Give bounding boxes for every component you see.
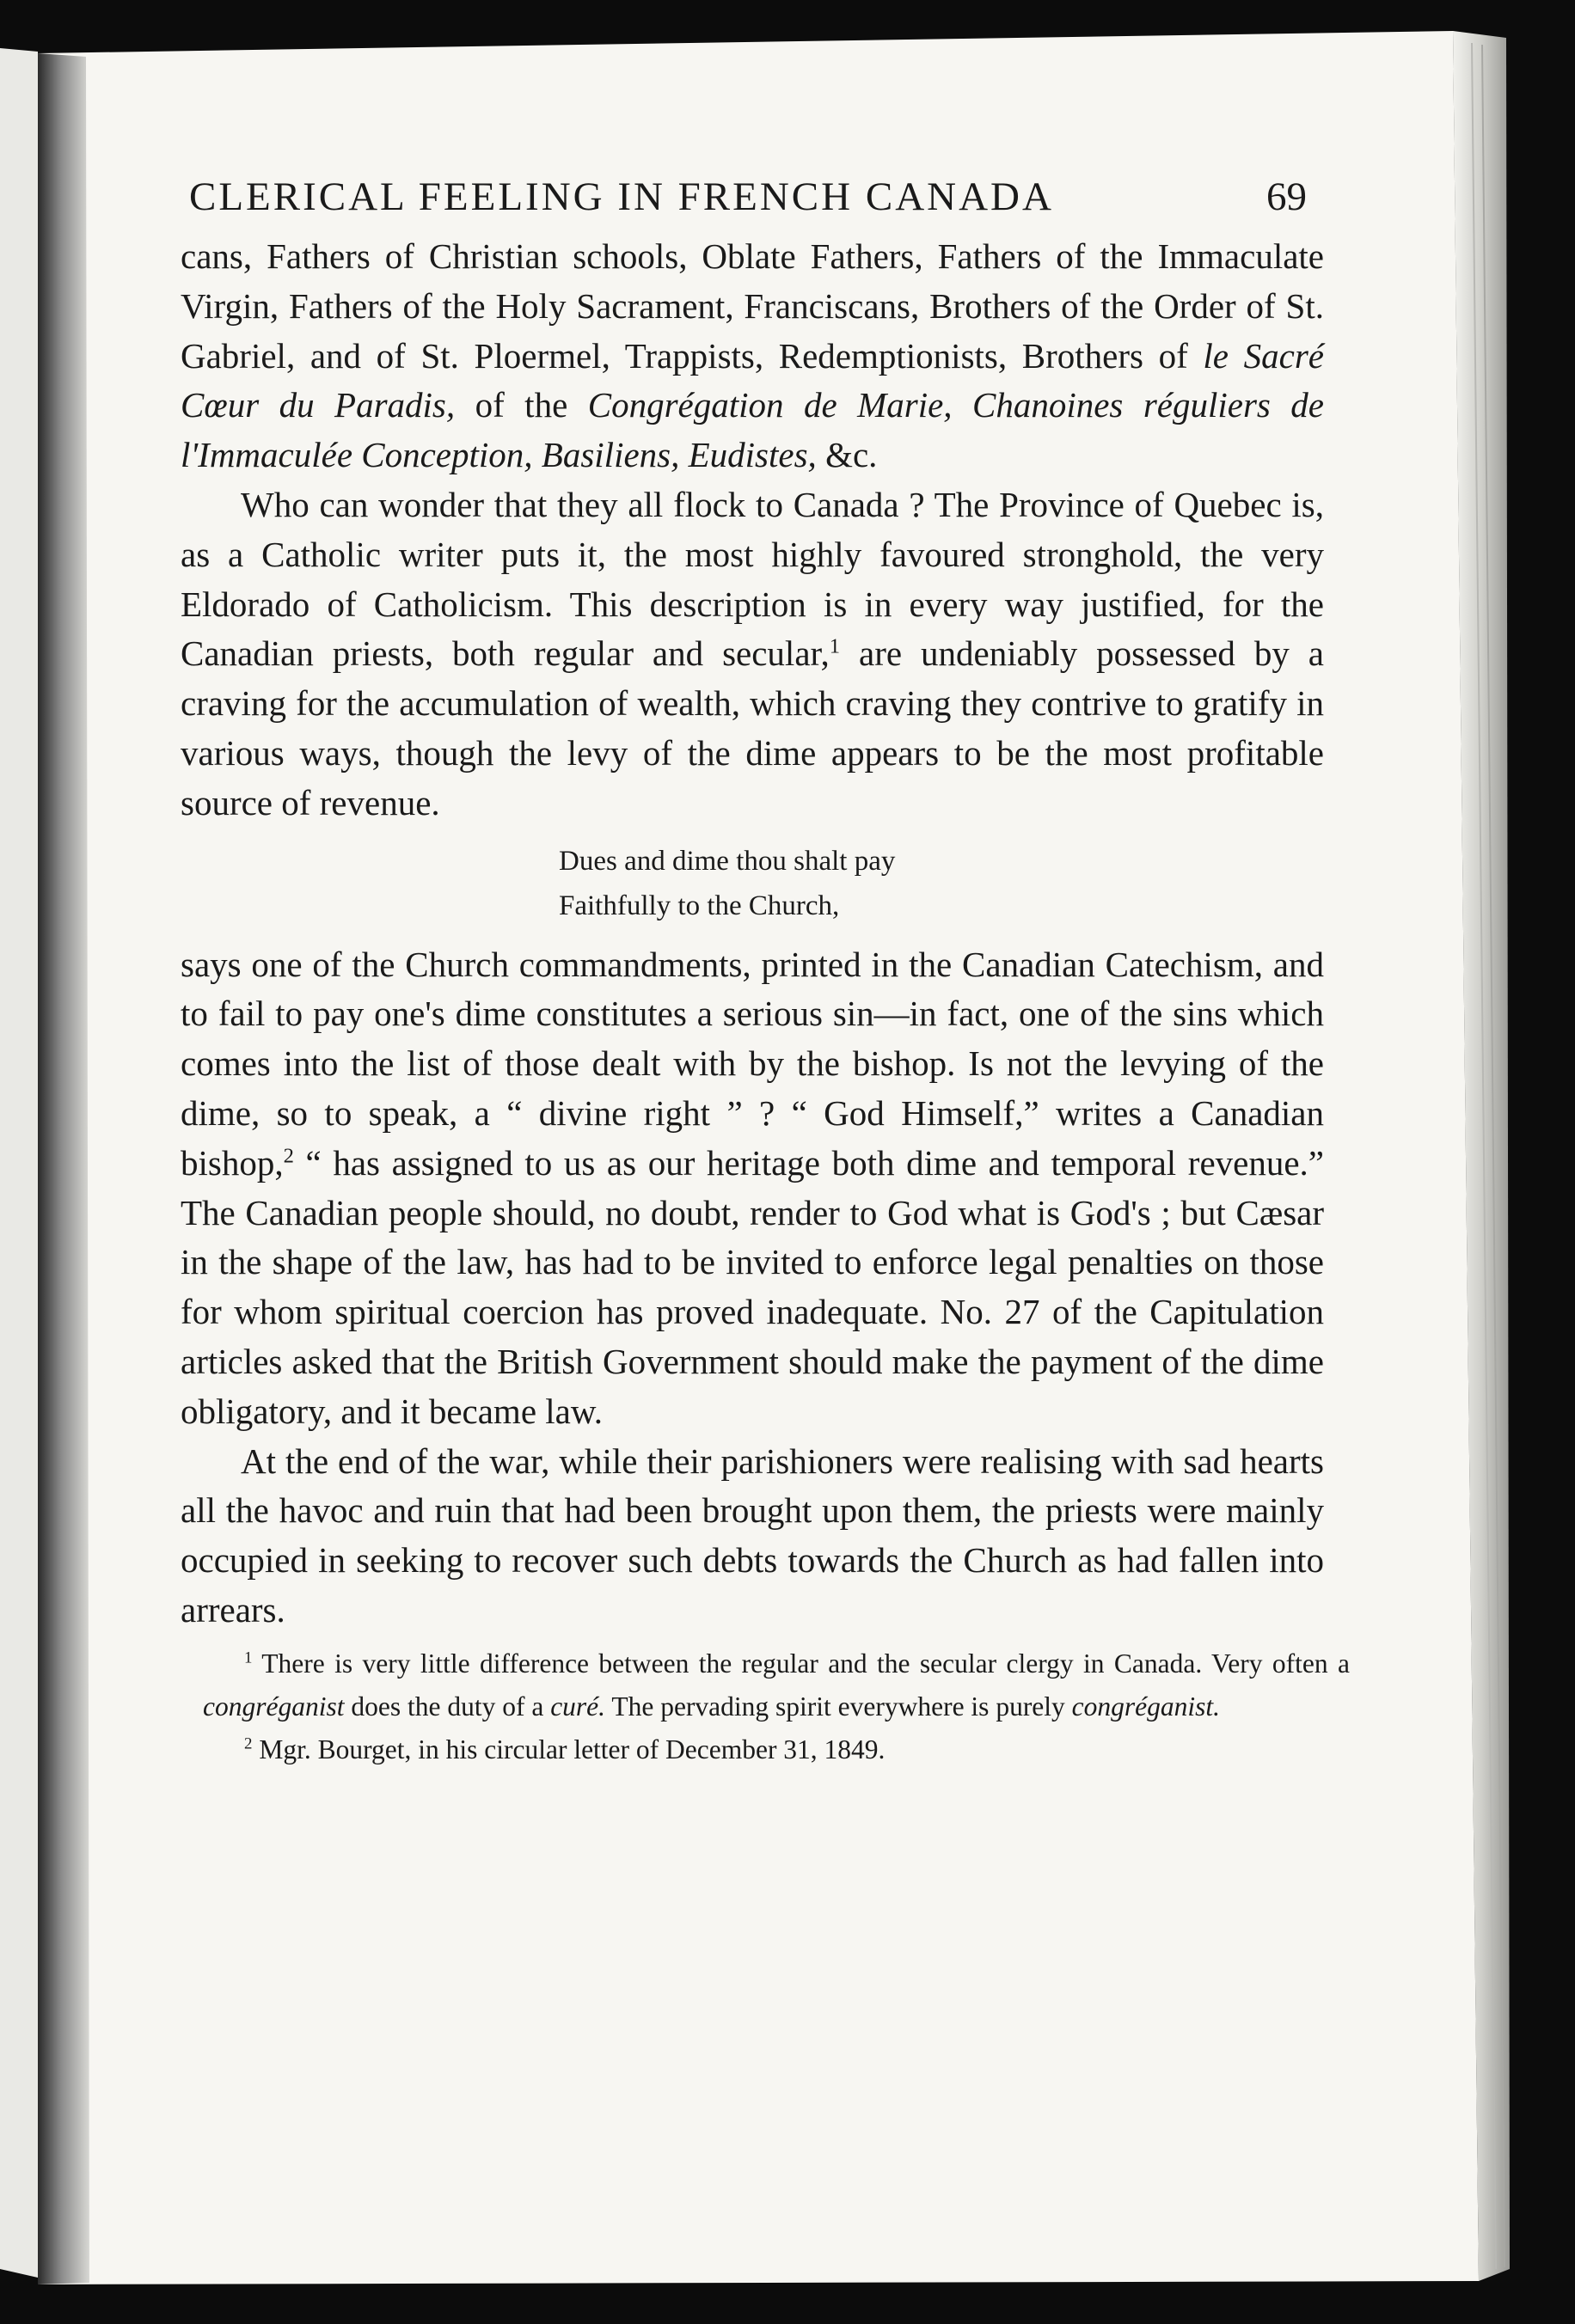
- page-header: [189, 174, 1307, 220]
- paragraph-4: At the end of the war, while their parishioners were realising with sad hearts all the havoc and ruin that had been brought upon them, the priests were mainly occupied in seeking to recover such debts towards the Church as had fallen into arrears.: [181, 1440, 1324, 1630]
- body-text: [181, 232, 1324, 1636]
- paragraph-2: [181, 480, 1324, 829]
- verse-line-1: Dues and dime thou shalt pay: [559, 845, 896, 877]
- fn1-text-1: There is very little difference between the regular and the secular clergy in Canada. Very often a: [252, 1648, 1350, 1679]
- verse-line-2: Faithfully to the Church,: [559, 890, 840, 921]
- p2-text-1: Who can wonder that they all flock to Canada ? The Province of Quebec is, as a Catholic writer puts it, the most highly favoured stronghold, the very Eldorado of Catholicism. This description is in every way justified, for the Canadian priests, both regular and secular,: [181, 484, 1324, 674]
- book-page: [129, 62, 1453, 1771]
- p1-text-3: &c.: [816, 435, 878, 475]
- binding-shadow: [38, 53, 89, 2284]
- running-title: CLERICAL FEELING IN FRENCH CANADA: [189, 174, 1054, 219]
- fn1-text-3: The pervading spirit everywhere is purely: [605, 1691, 1072, 1722]
- footnote-ref-1: 1: [829, 634, 841, 658]
- fn1-italic-2: curé.: [550, 1691, 606, 1722]
- paragraph-1: [181, 232, 1324, 480]
- verse-quote: [181, 839, 1324, 928]
- footnotes: [203, 1642, 1350, 1771]
- p1-italic-2: Congrégation de Marie, Chanoines réguliers de l'Immaculée Conception, Basiliens, Eudistes,: [181, 385, 1324, 475]
- p3-text-1: says one of the Church commandments, printed in the Canadian Catechism, and to fail to pay one's dime constitutes a serious sin—in fact, one of the sins which comes into the list of those dealt with by the bishop. Is not the levying of the dime, so to speak, a “ divine right ” ? “ God Himself,” writes a Canadian bishop,: [181, 944, 1324, 1183]
- footnote-ref-2: 2: [283, 1144, 294, 1168]
- page-number: 69: [1266, 174, 1307, 219]
- p1-text-1: cans, Fathers of Christian schools, Oblate Fathers, Fathers of the Immaculate Virgin, Fathers of the Holy Sacrament, Franciscans, Brothers of the Order of St. Gabriel, and of St. Ploermel, Trappists, Redemptionists, Brothers of: [181, 236, 1324, 376]
- fn1-text-2: does the duty of a: [344, 1691, 551, 1722]
- footnote-2: [203, 1728, 1350, 1771]
- fn1-italic-1: congréganist: [203, 1691, 345, 1722]
- p2-text-2: are undeniably possessed by a craving for the accumulation of wealth, which craving they contrive to gratify in various ways, though the levy of the dime appears to be the most profitable source of revenue.: [181, 633, 1324, 823]
- p3-text-2: “ has assigned to us as our heritage both dime and temporal revenue.” The Canadian people should, no doubt, render to God what is God's ; but Cæsar in the shape of the law, has had to be invited to enforce legal penalties on those for whom spiritual coercion has proved inadequate. No. 27 of the Capitulation articles asked that the British Government should make the payment of the dime obligatory, and it became law.: [181, 1142, 1324, 1431]
- paragraph-3: [181, 940, 1324, 1437]
- footnote-2-marker: 2: [244, 1734, 253, 1753]
- fn2-text-1: Mgr. Bourget, in his circular letter of December 31, 1849.: [252, 1734, 886, 1764]
- p1-text-2: of the: [455, 385, 588, 425]
- footnote-1: [203, 1642, 1350, 1728]
- p1-italic-1: le Sacré Cœur du Paradis,: [181, 335, 1324, 425]
- footnote-1-marker: 1: [244, 1648, 253, 1667]
- fn1-italic-3: congréganist.: [1071, 1691, 1221, 1722]
